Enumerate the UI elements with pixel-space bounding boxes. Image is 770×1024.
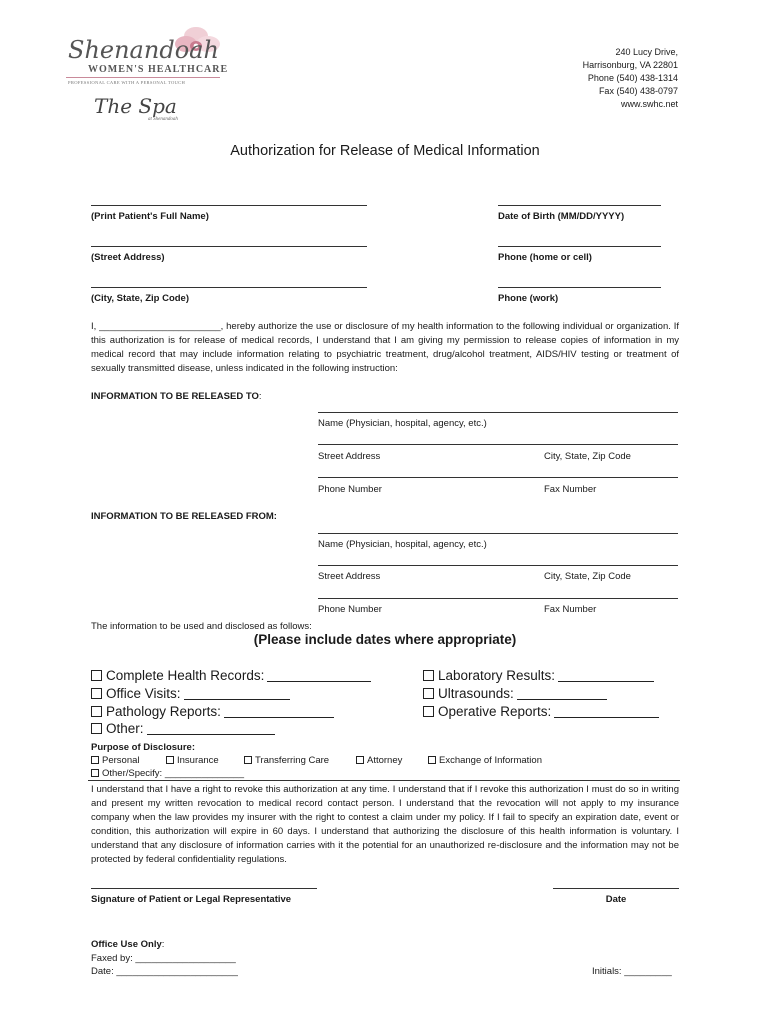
released-from-address-line[interactable]: [318, 565, 678, 566]
record-office[interactable]: Office Visits:: [91, 685, 290, 702]
released-to-name-line[interactable]: [318, 412, 678, 413]
released-to-phone-line[interactable]: [318, 477, 678, 478]
operative-checkbox[interactable]: [423, 706, 434, 717]
street-label: (Street Address): [91, 252, 165, 263]
dates-note: (Please include dates where appropriate): [253, 632, 517, 647]
address-phone: Phone (540) 438-1314: [587, 73, 678, 83]
revocation-paragraph: I understand that I have a right to revoke this authorization at any time. I understand that if I revoke this authorization I must do so in writing and present my written revocation to medical record contact person. I understand that the revocation will not apply to my insurance company when the law provides my insurer with the right to contest a claim under my policy. If I fail to specify an expiration date, event or condition, this authorization will expire in 60 days. I understand that authorizing the disclosure of this health information is voluntary. I understand that any disclosure of information carries with it the potential for an unauthorized re-disclosure and the information may not be protected by federal confidentiality regulations.: [91, 784, 679, 865]
exchange-checkbox[interactable]: [428, 756, 436, 764]
clinic-address: [583, 46, 678, 111]
use-intro: The information to be used and disclosed as follows:: [91, 621, 312, 632]
released-from-phone-label: Phone Number: [318, 604, 382, 615]
released-from-phone-line[interactable]: [318, 598, 678, 599]
signature-label: Signature of Patient or Legal Representative: [91, 894, 292, 905]
record-other[interactable]: Other:: [91, 720, 275, 737]
address-fax: Fax (540) 438-0797: [598, 86, 678, 96]
city-line[interactable]: [91, 287, 367, 288]
personal-checkbox[interactable]: [91, 756, 99, 764]
patient-name-line[interactable]: [91, 205, 367, 206]
released-from-name-line[interactable]: [318, 533, 678, 534]
signature-line[interactable]: [91, 888, 317, 889]
office-date-field[interactable]: Date: _______________________: [91, 966, 238, 977]
purpose-other-checkbox[interactable]: [91, 769, 99, 777]
transferring-checkbox[interactable]: [244, 756, 252, 764]
address-street: 240 Lucy Drive,: [615, 47, 678, 57]
brand-tagline: PROFESSIONAL CARE WITH A PERSONAL TOUCH: [68, 80, 186, 85]
phone-home-line[interactable]: [498, 246, 661, 247]
record-complete[interactable]: Complete Health Records:: [91, 667, 371, 684]
ultra-checkbox[interactable]: [423, 688, 434, 699]
purpose-personal[interactable]: Personal: [91, 754, 140, 767]
released-to-city-label: City, State, Zip Code: [544, 451, 631, 462]
released-to-fax-label: Fax Number: [544, 484, 597, 495]
complete-checkbox[interactable]: [91, 670, 102, 681]
city-label: (City, State, Zip Code): [91, 293, 189, 304]
released-from-street-label: Street Address: [318, 571, 381, 582]
released-from-city-label: City, State, Zip Code: [544, 571, 631, 582]
spa-name: The Spa: [94, 94, 177, 118]
purpose-exchange[interactable]: Exchange of Information: [428, 754, 542, 767]
office-use-heading: Office Use Only:: [91, 939, 165, 950]
street-line[interactable]: [91, 246, 367, 247]
released-to-name-label: Name (Physician, hospital, agency, etc.): [318, 418, 487, 429]
released-from-fax-label: Fax Number: [544, 604, 597, 615]
released-to-heading: INFORMATION TO BE RELEASED TO:: [91, 391, 262, 402]
phone-work-line[interactable]: [498, 287, 661, 288]
phone-home-label: Phone (home or cell): [498, 252, 592, 263]
record-ultra[interactable]: Ultrasounds:: [423, 685, 607, 702]
record-pathology[interactable]: Pathology Reports:: [91, 703, 334, 720]
insurance-checkbox[interactable]: [166, 756, 174, 764]
purpose-transferring[interactable]: Transferring Care: [244, 754, 329, 767]
office-checkbox[interactable]: [91, 688, 102, 699]
address-web: www.swhc.net: [620, 99, 678, 109]
initials-field[interactable]: Initials: _________: [592, 966, 672, 977]
record-lab[interactable]: Laboratory Results:: [423, 667, 654, 684]
spa-sub: at Shenandoah: [148, 117, 178, 122]
dob-label: Date of Birth (MM/DD/YYYY): [498, 211, 625, 222]
dob-line[interactable]: [498, 205, 661, 206]
signature-date-label: Date: [605, 894, 627, 905]
purpose-attorney[interactable]: Attorney: [356, 754, 402, 767]
released-to-phone-label: Phone Number: [318, 484, 382, 495]
purpose-insurance[interactable]: Insurance: [166, 754, 219, 767]
purpose-other[interactable]: Other/Specify: _______________: [91, 767, 244, 780]
purpose-heading: Purpose of Disclosure:: [91, 742, 195, 753]
released-from-heading: INFORMATION TO BE RELEASED FROM:: [91, 511, 277, 522]
faxed-by-field[interactable]: Faxed by: ___________________: [91, 953, 236, 964]
brand-main: Shenandoah: [68, 36, 219, 64]
authorization-paragraph: I, _______________________, hereby authorize the use or disclosure of my health information to the following individual or organization. If this authorization is for release of medical records, I understand that I am giving my permission to release copies of information in my medical record that may include information relating to psychiatric treatment, drug/alcohol treatment, AIDS/HIV testing or treatment of sexually transmitted disease, unless indicated in the following instruction:: [91, 321, 679, 374]
phone-work-label: Phone (work): [498, 293, 559, 304]
released-to-street-label: Street Address: [318, 451, 381, 462]
patient-name-label: (Print Patient's Full Name): [91, 211, 209, 222]
released-from-name-label: Name (Physician, hospital, agency, etc.): [318, 539, 487, 550]
address-city: Harrisonburg, VA 22801: [582, 60, 678, 70]
lab-checkbox[interactable]: [423, 670, 434, 681]
pathology-checkbox[interactable]: [91, 706, 102, 717]
record-operative[interactable]: Operative Reports:: [423, 703, 659, 720]
attorney-checkbox[interactable]: [356, 756, 364, 764]
page-title: Authorization for Release of Medical Information: [230, 143, 540, 159]
signature-date-line[interactable]: [553, 888, 679, 889]
logo: [66, 22, 236, 132]
released-to-address-line[interactable]: [318, 444, 678, 445]
brand-sub: WOMEN'S HEALTHCARE: [88, 64, 229, 75]
other-checkbox[interactable]: [91, 723, 102, 734]
